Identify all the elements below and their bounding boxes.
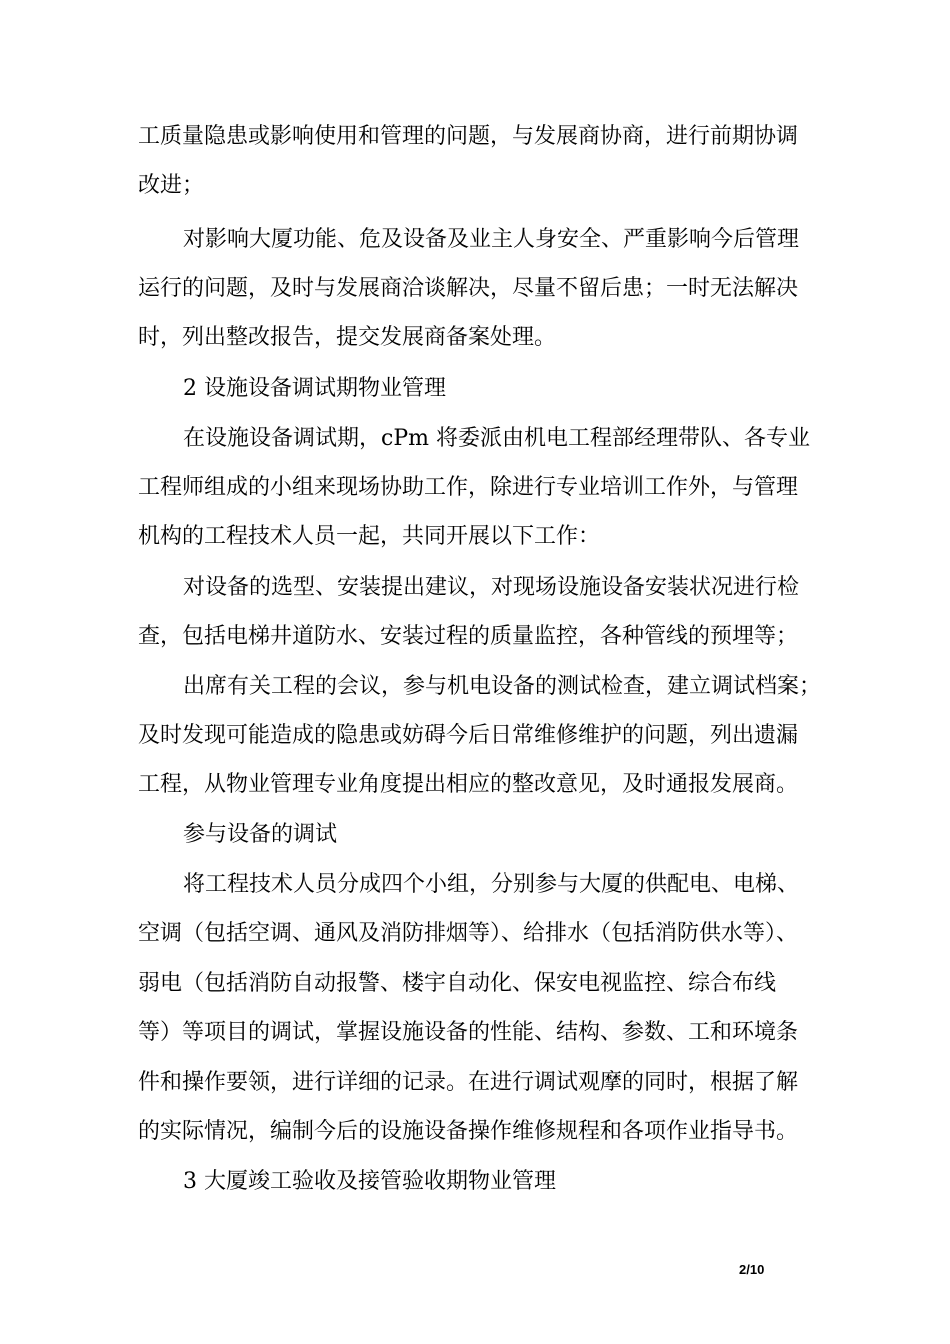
text-line: 时，列出整改报告，提交发展商备案处理。 — [138, 325, 557, 350]
text-line: 改进； — [138, 173, 205, 198]
text-line: 对设备的选型、安装提出建议，对现场设施设备安装状况进行检 — [183, 575, 800, 600]
page-number: 2/10 — [739, 1262, 765, 1277]
text-line: 对影响大厦功能、危及设备及业主人身安全、严重影响今后管理 — [183, 227, 800, 252]
text-line: 等）等项目的调试，掌握设施设备的性能、结构、参数、工和环境条 — [138, 1020, 799, 1045]
text-line: 工程，从物业管理专业角度提出相应的整改意见，及时通报发展商。 — [138, 772, 799, 797]
text-line: 查，包括电梯井道防水、安装过程的质量监控，各种管线的预埋等； — [138, 624, 799, 649]
section-heading: 2 设施设备调试期物业管理 — [183, 376, 446, 401]
text-line: 件和操作要领，进行详细的记录。在进行调试观摩的同时，根据了解 — [138, 1070, 799, 1095]
section-heading: 参与设备的调试 — [183, 822, 338, 847]
text-line: 弱电（包括消防自动报警、楼宇自动化、保安电视监控、综合布线 — [138, 971, 777, 996]
text-line: 空调（包括空调、通风及消防排烟等）、给排水（包括消防供水等）、 — [138, 921, 799, 946]
text-line: 在设施设备调试期，cPm 将委派由机电工程部经理带队、各专业 — [183, 426, 810, 451]
text-line: 工程师组成的小组来现场协助工作，除进行专业培训工作外，与管理 — [138, 475, 799, 500]
text-line: 的实际情况，编制今后的设施设备操作维修规程和各项作业指导书。 — [138, 1119, 799, 1144]
text-line: 工质量隐患或影响使用和管理的问题，与发展商协商，进行前期协调 — [138, 124, 799, 149]
text-line: 及时发现可能造成的隐患或妨碍今后日常维修维护的问题，列出遗漏 — [138, 723, 799, 748]
text-line: 运行的问题，及时与发展商洽谈解决，尽量不留后患；一时无法解决 — [138, 276, 799, 301]
text-line: 出席有关工程的会议，参与机电设备的测试检查，建立调试档案； — [183, 674, 822, 699]
section-heading: 3 大厦竣工验收及接管验收期物业管理 — [183, 1169, 556, 1194]
text-line: 将工程技术人员分成四个小组，分别参与大厦的供配电、电梯、 — [183, 872, 800, 897]
text-line: 机构的工程技术人员一起，共同开展以下工作： — [138, 524, 601, 549]
